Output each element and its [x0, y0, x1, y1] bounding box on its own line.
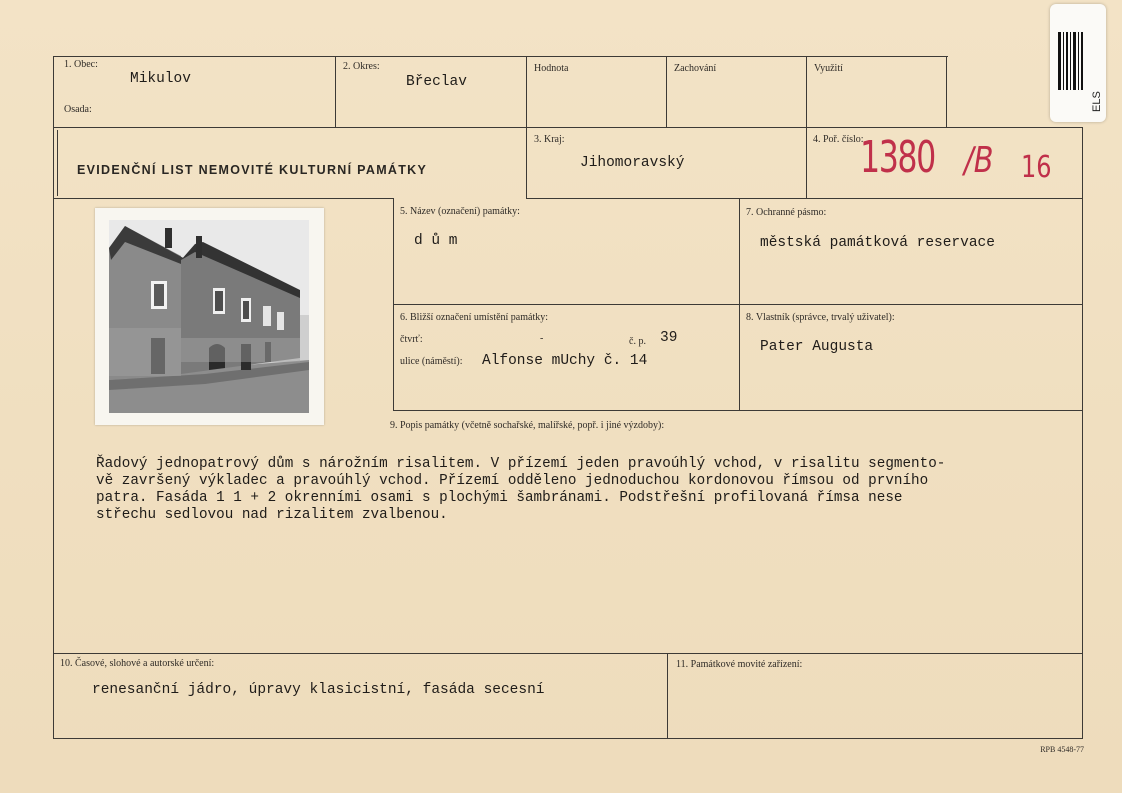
okres-label: 2. Okres:	[343, 61, 380, 72]
ochranne-value: městská památková reservace	[760, 235, 995, 251]
ulice-label: ulice (náměstí):	[400, 356, 463, 367]
rule	[53, 653, 1083, 654]
rule	[667, 653, 668, 739]
hodnota-label: Hodnota	[534, 63, 569, 74]
form-code: RPB 4548-77	[1040, 745, 1084, 754]
ctvrt-dash: -	[540, 333, 544, 344]
kraj-value: Jihomoravský	[580, 155, 685, 171]
casove-label: 10. Časové, slohové a autorské určení:	[60, 658, 215, 669]
description-line: střechu sedlovou nad rizalitem zvalbenou.	[96, 507, 448, 523]
rule	[526, 198, 1083, 199]
barcode-bar	[1066, 32, 1068, 90]
rule	[53, 738, 1083, 739]
form-title: EVIDENČNÍ LIST NEMOVITÉ KULTURNÍ PAMÁTKY	[77, 163, 428, 177]
rule	[526, 56, 527, 199]
description-line: Řadový jednopatrový dům s nárožním risalitem. V přízemí jeden pravoúhlý vchod, v risalitu segmento-	[96, 456, 946, 472]
obec-value: Mikulov	[130, 71, 191, 87]
vlastnik-value: Pater Augusta	[760, 339, 874, 355]
rule	[53, 198, 393, 199]
barcode-bar	[1070, 32, 1071, 90]
kraj-label: 3. Kraj:	[534, 134, 565, 145]
rule	[57, 130, 58, 196]
rule	[53, 56, 54, 739]
rule	[946, 56, 947, 128]
rule	[806, 56, 807, 199]
nazev-label: 5. Název (označení) památky:	[400, 206, 520, 217]
vlastnik-label: 8. Vlastník (správce, trvalý uživatel):	[746, 312, 895, 323]
zachovani-label: Zachování	[674, 63, 717, 74]
barcode-bar	[1078, 32, 1079, 90]
barcode-bar	[1058, 32, 1061, 90]
rule	[1082, 127, 1083, 739]
description-line: patra. Fasáda 1 1 + 2 okrenními osami s plochými šambránami. Podstřešní profilovaná římsa nese	[96, 490, 903, 506]
barcode-bar	[1081, 32, 1083, 90]
ctvrt-label: čtvrť:	[400, 334, 423, 345]
popis-label: 9. Popis památky (včetně sochařské, malířské, popř. i jiné výzdoby):	[390, 420, 665, 431]
description-line: vě završený výkladec a pravoúhlý vchod. Přízemí odděleno jednoduchou kordonovou římsou od prvního	[96, 473, 929, 489]
blizsi-label: 6. Bližší označení umístění památky:	[400, 312, 549, 323]
building-photo-icon	[95, 208, 324, 425]
stamp-number: 1380	[860, 132, 935, 183]
casove-value: renesanční jádro, úpravy klasicistní, fasáda secesní	[92, 682, 545, 698]
rule	[53, 56, 948, 57]
movite-label: 11. Památkové movité zařízení:	[676, 659, 803, 670]
osada-label: Osada:	[64, 104, 92, 115]
cp-label: č. p.	[629, 336, 646, 347]
okres-value: Břeclav	[406, 74, 467, 90]
ulice-value: Alfonse mUchy č. 14	[482, 353, 648, 369]
rule	[335, 56, 336, 128]
por-cislo-label: 4. Poř. číslo:	[813, 134, 864, 145]
ochranne-label: 7. Ochranné pásmo:	[746, 207, 827, 218]
nazev-value: d ů m	[414, 233, 458, 249]
cp-value: 39	[660, 330, 678, 346]
rule	[666, 56, 667, 128]
rule	[393, 410, 1083, 411]
building-photo	[95, 208, 324, 425]
obec-label: 1. Obec:	[64, 59, 98, 70]
rule	[53, 127, 1083, 128]
stamp-letter: /B	[964, 140, 994, 181]
rule	[393, 304, 1083, 305]
barcode-bar	[1073, 32, 1076, 90]
stamp-suffix: 16	[1021, 150, 1052, 185]
barcode-text: ELS	[1091, 91, 1103, 112]
barcode-bar	[1063, 32, 1064, 90]
description-text	[96, 456, 1081, 524]
vyuziti-label: Využití	[814, 63, 843, 74]
